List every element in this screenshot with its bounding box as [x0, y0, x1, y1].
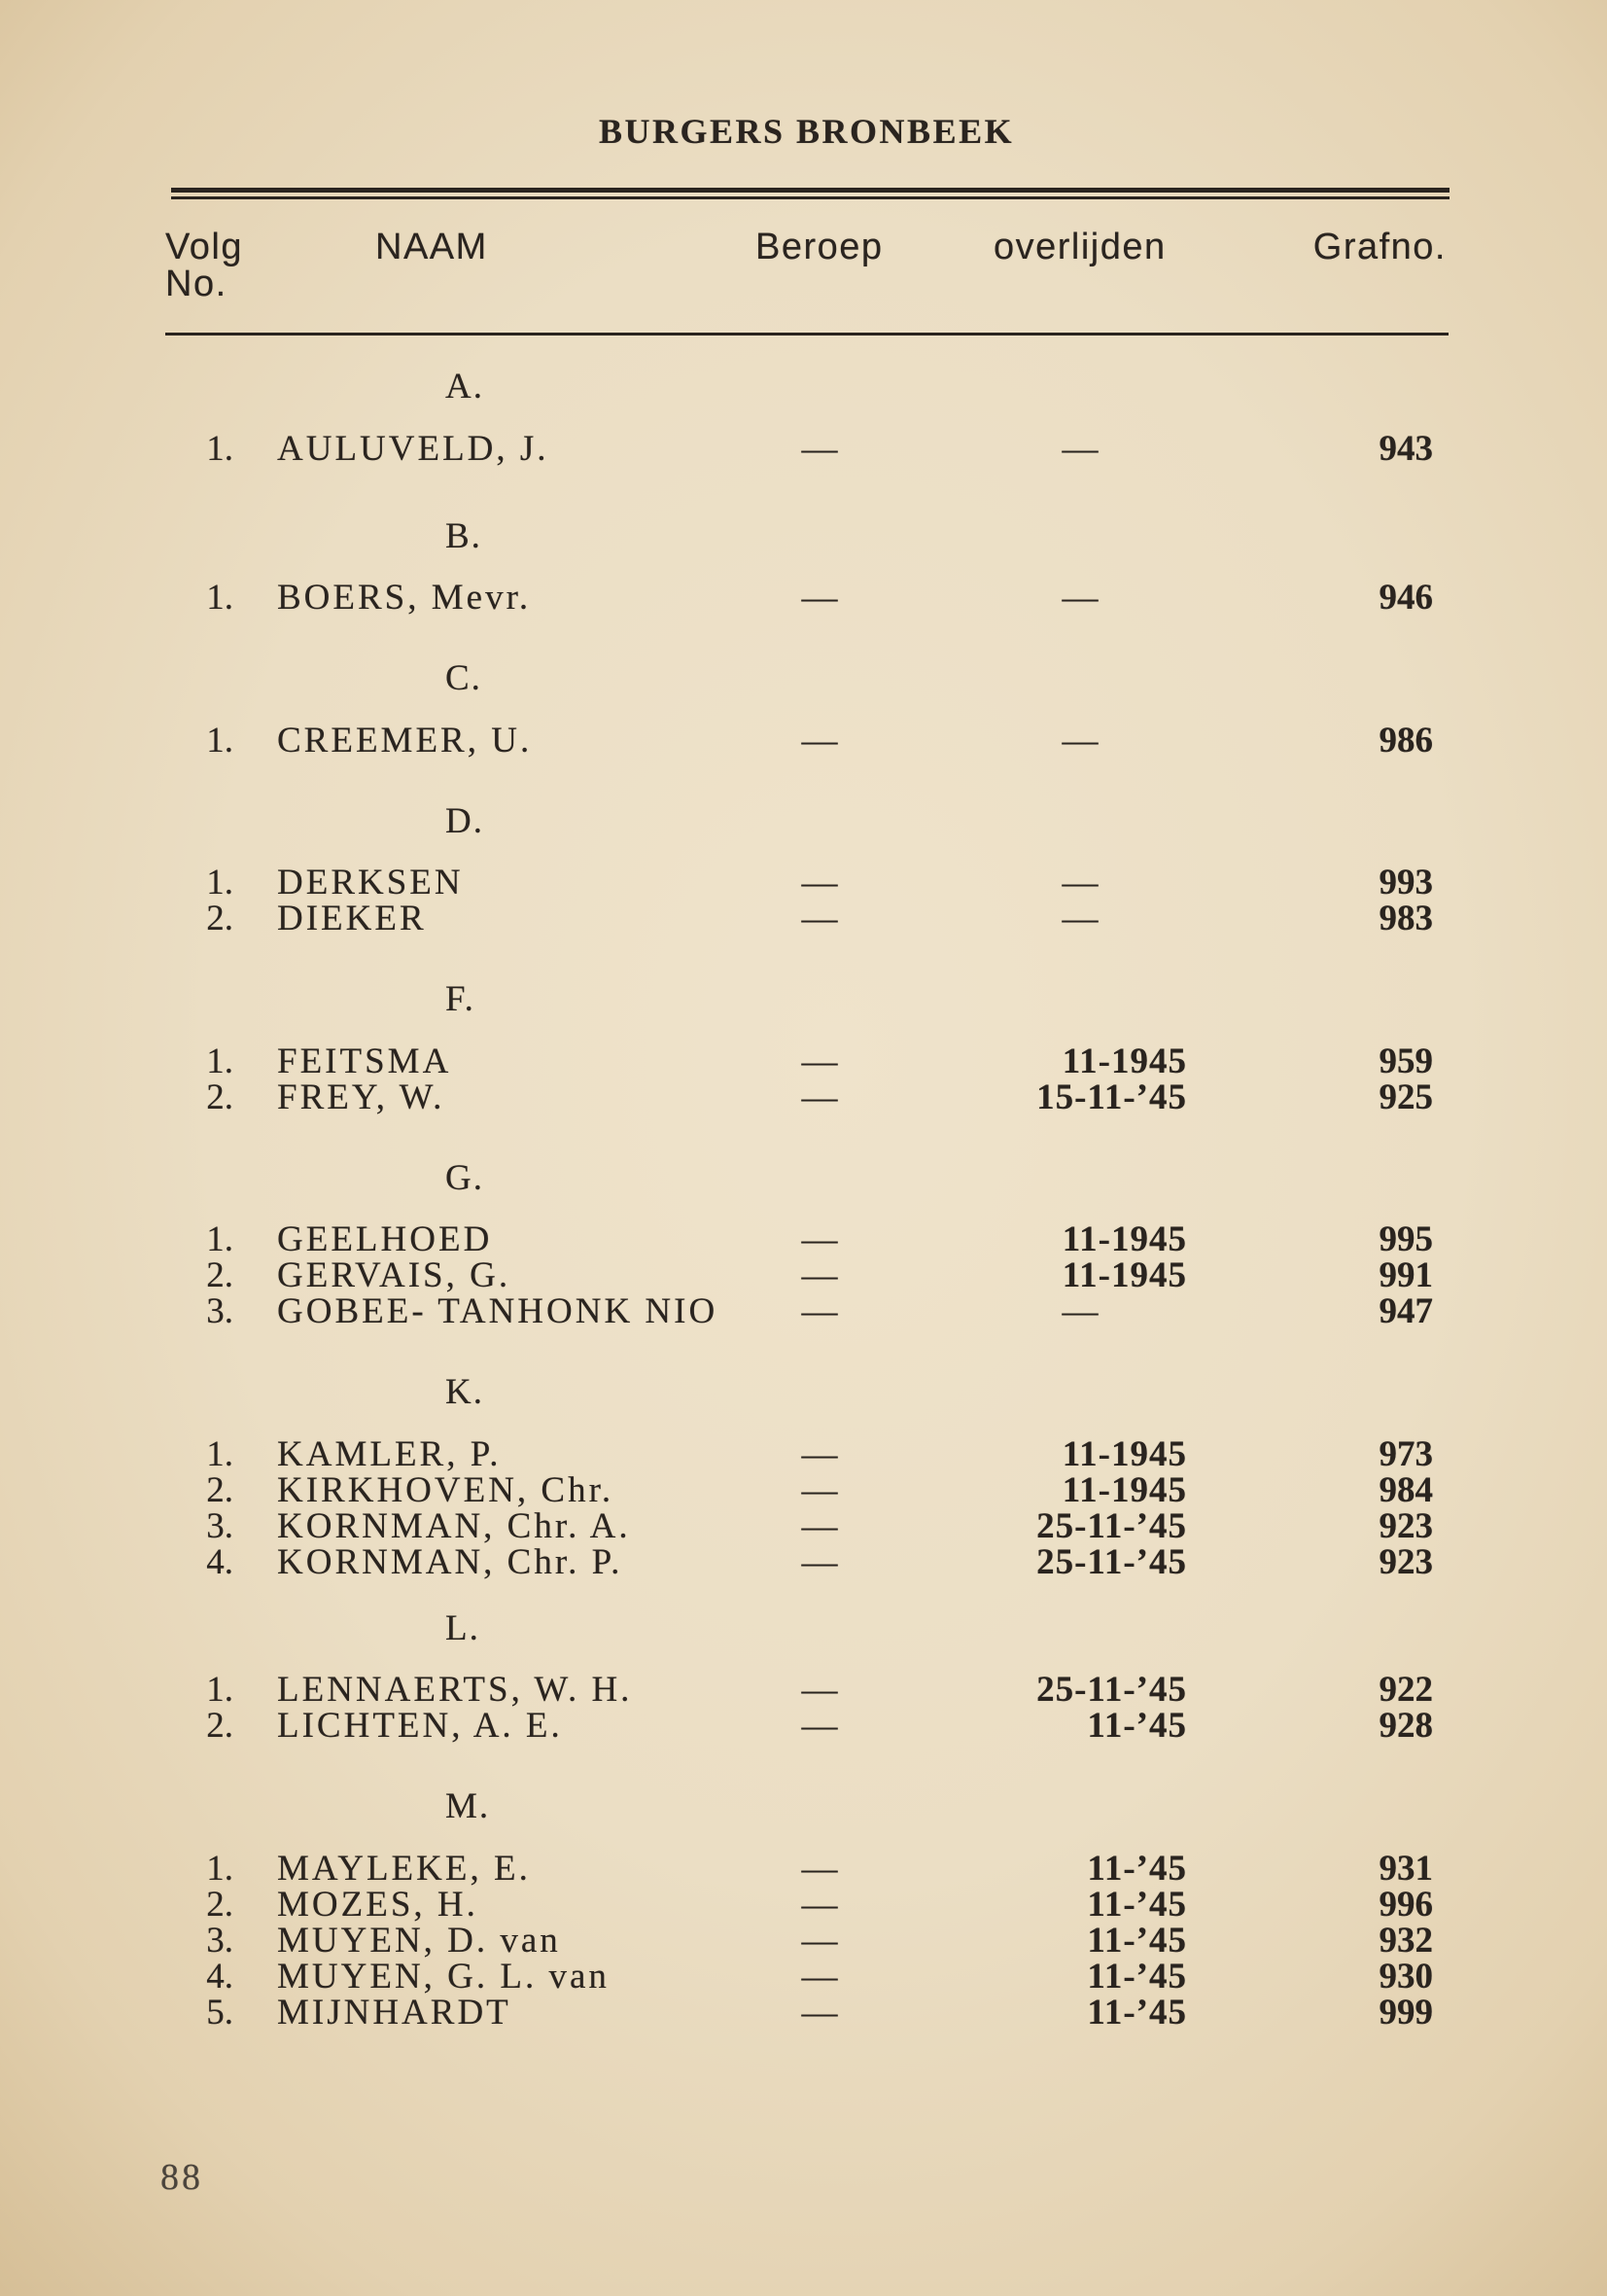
section-letter: C.	[445, 658, 482, 698]
entry-name: KORNMAN, Chr. A.	[277, 1505, 631, 1546]
entry-overlijden: 11-1945	[1062, 1255, 1187, 1295]
entry-overlijden: 11-1945	[1062, 1041, 1187, 1081]
letter-section	[0, 802, 1607, 937]
entry-beroep: —	[801, 1469, 838, 1510]
entry-row	[0, 720, 1607, 760]
entry-number: 1.	[206, 863, 233, 902]
entry-beroep: —	[801, 720, 838, 760]
entry-overlijden: 25-11-’45	[1036, 1670, 1187, 1710]
entry-row	[0, 1079, 1607, 1115]
entry-name: DIEKER	[277, 899, 427, 938]
entry-row	[0, 1433, 1607, 1474]
entry-number: 2.	[206, 1706, 233, 1746]
entry-name: LENNAERTS, W. H.	[277, 1670, 633, 1710]
entry-beroep: —	[801, 578, 838, 618]
entry-number: 1.	[206, 720, 233, 760]
entry-number: 1.	[206, 1041, 233, 1081]
entry-grafno: 983	[1379, 899, 1433, 938]
entry-overlijden: —	[1062, 428, 1099, 469]
entry-number: 4.	[206, 1541, 233, 1582]
entry-grafno: 922	[1379, 1670, 1433, 1710]
entry-name: FEITSMA	[277, 1041, 452, 1081]
entry-beroep: —	[801, 1920, 838, 1960]
entry-row	[0, 1884, 1607, 1925]
entry-row	[0, 1672, 1607, 1708]
entry-name: MUYEN, D. van	[277, 1920, 561, 1960]
entry-number: 1.	[206, 1433, 233, 1474]
letter-section	[0, 980, 1607, 1115]
entry-beroep: —	[801, 1505, 838, 1546]
entry-name: BOERS, Mevr.	[277, 578, 532, 618]
entry-grafno: 999	[1379, 1992, 1433, 2032]
entry-name: MAYLEKE, E.	[277, 1848, 531, 1889]
column-header-volg	[165, 229, 243, 302]
entry-grafno: 947	[1379, 1291, 1433, 1331]
section-letter: G.	[445, 1157, 484, 1198]
entry-overlijden: 11-’45	[1087, 1956, 1187, 1996]
entry-grafno: 996	[1379, 1884, 1433, 1925]
entry-overlijden: 11-1945	[1062, 1433, 1187, 1474]
entry-beroep: —	[801, 1541, 838, 1582]
entry-name: GOBEE- TANHONK NIO	[277, 1291, 718, 1331]
entry-beroep: —	[801, 1433, 838, 1474]
entry-beroep: —	[801, 1992, 838, 2032]
entry-name: FREY, W.	[277, 1077, 445, 1117]
column-header-naam: NAAM	[375, 227, 488, 267]
entry-overlijden: 11-’45	[1087, 1884, 1187, 1925]
entry-overlijden: —	[1062, 899, 1099, 938]
entry-overlijden: 11-’45	[1087, 1920, 1187, 1960]
letter-section	[0, 1609, 1607, 1745]
entry-beroep: —	[801, 1956, 838, 1996]
entry-number: 3.	[206, 1291, 233, 1331]
entry-name: KIRKHOVEN, Chr.	[277, 1469, 614, 1510]
entry-number: 2.	[206, 899, 233, 938]
entry-number: 2.	[206, 1077, 233, 1117]
column-header-volg-line1: Volg	[165, 227, 243, 267]
entry-row	[0, 1043, 1607, 1079]
entry-name: KORNMAN, Chr. P.	[277, 1541, 623, 1582]
column-header-overlijden: overlijden	[994, 227, 1167, 267]
column-header-volg-line2: No.	[165, 264, 227, 304]
entry-number: 1.	[206, 1219, 233, 1259]
entry-row	[0, 1469, 1607, 1510]
entry-number: 3.	[206, 1505, 233, 1546]
entry-number: 1.	[206, 1670, 233, 1710]
entry-overlijden: 25-11-’45	[1036, 1505, 1187, 1546]
entry-grafno: 925	[1379, 1077, 1433, 1117]
page-number: 88	[160, 2157, 203, 2198]
entry-overlijden: —	[1062, 720, 1099, 760]
entry-overlijden: 11-1945	[1062, 1219, 1187, 1259]
entry-grafno: 923	[1379, 1505, 1433, 1546]
title-double-rule-lower	[171, 196, 1450, 199]
entry-grafno: 931	[1379, 1848, 1433, 1889]
entry-row	[0, 1505, 1607, 1546]
entry-beroep: —	[801, 1848, 838, 1889]
section-letter: D.	[445, 800, 484, 841]
entry-grafno: 943	[1379, 428, 1433, 469]
entry-name: MIJNHARDT	[277, 1992, 511, 2032]
burial-register-list	[0, 368, 1607, 2031]
entry-name: DERKSEN	[277, 863, 464, 902]
letter-section	[0, 368, 1607, 467]
entry-name: MOZES, H.	[277, 1884, 478, 1925]
entry-number: 1.	[206, 1848, 233, 1889]
entry-name: LICHTEN, A. E.	[277, 1706, 563, 1746]
entry-grafno: 995	[1379, 1219, 1433, 1259]
entry-row	[0, 1293, 1607, 1329]
entry-grafno: 928	[1379, 1706, 1433, 1746]
entry-row	[0, 1221, 1607, 1257]
entry-row	[0, 865, 1607, 901]
entry-row	[0, 1956, 1607, 1996]
entry-number: 2.	[206, 1469, 233, 1510]
letter-section	[0, 1159, 1607, 1330]
entry-overlijden: 15-11-’45	[1036, 1077, 1187, 1117]
entry-name: AULUVELD, J.	[277, 428, 549, 469]
entry-grafno: 973	[1379, 1433, 1433, 1474]
entry-beroep: —	[801, 1219, 838, 1259]
letter-section	[0, 659, 1607, 759]
entry-name: CREEMER, U.	[277, 720, 533, 760]
section-letter: F.	[445, 979, 475, 1019]
entry-beroep: —	[801, 1041, 838, 1081]
section-letter: A.	[445, 367, 484, 406]
column-header-beroep: Beroep	[755, 227, 884, 267]
entry-row	[0, 1848, 1607, 1889]
entry-grafno: 959	[1379, 1041, 1433, 1081]
entry-beroep: —	[801, 1706, 838, 1746]
entry-overlijden: 11-1945	[1062, 1469, 1187, 1510]
letter-section	[0, 1787, 1607, 2031]
entry-number: 3.	[206, 1920, 233, 1960]
entry-row	[0, 901, 1607, 936]
entry-beroep: —	[801, 1884, 838, 1925]
section-letter: M.	[445, 1786, 491, 1826]
entry-row	[0, 580, 1607, 616]
entry-grafno: 993	[1379, 863, 1433, 902]
title-double-rule-upper	[171, 188, 1450, 193]
entry-overlijden: —	[1062, 1291, 1099, 1331]
entry-grafno: 984	[1379, 1469, 1433, 1510]
entry-beroep: —	[801, 428, 838, 469]
entry-grafno: 930	[1379, 1956, 1433, 1996]
entry-overlijden: 11-’45	[1087, 1706, 1187, 1746]
entry-row	[0, 1992, 1607, 2032]
entry-row	[0, 1708, 1607, 1744]
entry-number: 5.	[206, 1992, 233, 2032]
entry-overlijden: —	[1062, 578, 1099, 618]
entry-grafno: 986	[1379, 720, 1433, 760]
entry-row	[0, 1920, 1607, 1960]
entry-overlijden: 25-11-’45	[1036, 1541, 1187, 1582]
entry-beroep: —	[801, 899, 838, 938]
entry-row	[0, 1541, 1607, 1582]
section-letter: B.	[445, 515, 482, 556]
entry-grafno: 946	[1379, 578, 1433, 618]
entry-overlijden: 11-’45	[1087, 1992, 1187, 2032]
entry-grafno: 923	[1379, 1541, 1433, 1582]
entry-number: 4.	[206, 1956, 233, 1996]
entry-number: 1.	[206, 578, 233, 618]
entry-number: 2.	[206, 1255, 233, 1295]
letter-section	[0, 517, 1607, 617]
entry-beroep: —	[801, 1077, 838, 1117]
section-letter: K.	[445, 1372, 484, 1412]
entry-name: KAMLER, P.	[277, 1433, 502, 1474]
page-title: BURGERS BRONBEEK	[599, 112, 1015, 151]
entry-beroep: —	[801, 1291, 838, 1331]
entry-beroep: —	[801, 1670, 838, 1710]
entry-number: 2.	[206, 1884, 233, 1925]
header-rule	[165, 333, 1449, 336]
entry-name: GEELHOED	[277, 1219, 493, 1259]
entry-name: MUYEN, G. L. van	[277, 1956, 610, 1996]
entry-row	[0, 428, 1607, 469]
entry-overlijden: 11-’45	[1087, 1848, 1187, 1889]
entry-row	[0, 1257, 1607, 1293]
entry-number: 1.	[206, 428, 233, 469]
entry-overlijden: —	[1062, 863, 1099, 902]
entry-beroep: —	[801, 1255, 838, 1295]
section-letter: L.	[445, 1607, 480, 1648]
entry-grafno: 932	[1379, 1920, 1433, 1960]
entry-grafno: 991	[1379, 1255, 1433, 1295]
entry-name: GERVAIS, G.	[277, 1255, 511, 1295]
entry-beroep: —	[801, 863, 838, 902]
letter-section	[0, 1373, 1607, 1580]
column-header-grafno: Grafno.	[1312, 227, 1447, 267]
